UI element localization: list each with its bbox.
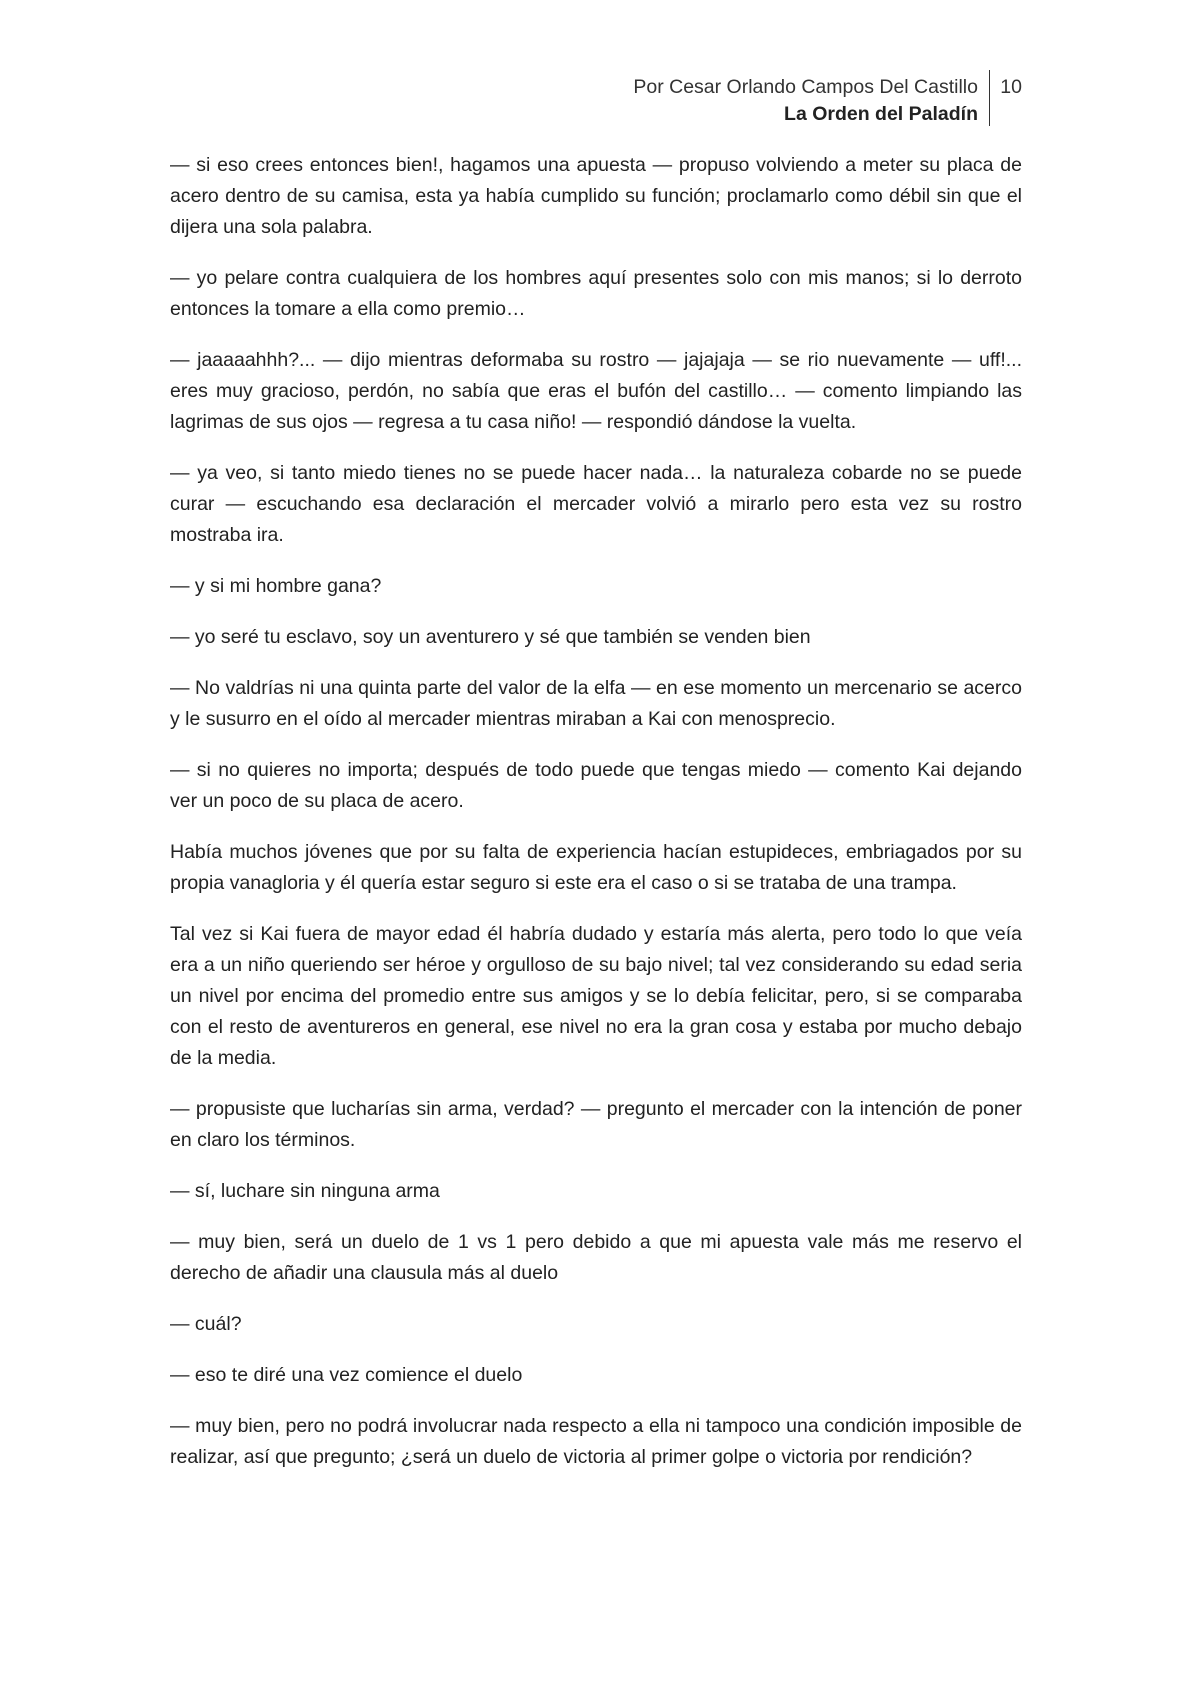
- page-number: 10: [1000, 76, 1022, 98]
- paragraph: — propusiste que lucharías sin arma, verdad? — pregunto el mercader con la intención de poner en claro los términos.: [170, 1098, 1022, 1151]
- header-divider: [989, 70, 990, 126]
- paragraph: — y si mi hombre gana?: [170, 575, 382, 597]
- paragraph: Tal vez si Kai fuera de mayor edad él habría dudado y estaría más alerta, pero todo lo que veía era a un niño queriendo ser héroe y orgulloso de su bajo nivel; tal vez considerando su edad seria un nivel por encima del promedio entre sus amigos y se lo debía felicitar, pero, si se comparaba con el resto de aventureros en general, ese nivel no era la gran cosa y estaba por mucho debajo de la media.: [170, 923, 1022, 1069]
- paragraph: — muy bien, será un duelo de 1 vs 1 pero debido a que mi apuesta vale más me reservo el derecho de añadir una clausula más al duelo: [170, 1231, 1022, 1284]
- header-text: [633, 74, 978, 128]
- paragraph: — yo seré tu esclavo, soy un aventurero y sé que también se venden bien: [170, 626, 811, 648]
- header-book-title: La Orden del Paladín: [784, 103, 978, 125]
- paragraph: — jaaaaahhh?... — dijo mientras deformaba su rostro — jajajaja — se rio nuevamente — uff!... eres muy gracioso, perdón, no sabía que eras el bufón del castillo… — comento limpiando las lagrimas de sus ojos — regresa a tu casa niño! — respondió dándose la vuelta.: [170, 349, 1022, 433]
- paragraph: — si no quieres no importa; después de todo puede que tengas miedo — comento Kai dejando ver un poco de su placa de acero.: [170, 759, 1022, 812]
- paragraph: — No valdrías ni una quinta parte del valor de la elfa — en ese momento un mercenario se acerco y le susurro en el oído al mercader mientras miraban a Kai con menosprecio.: [170, 677, 1022, 730]
- paragraph: Había muchos jóvenes que por su falta de experiencia hacían estupideces, embriagados por su propia vanagloria y él quería estar seguro si este era el caso o si se trataba de una trampa.: [170, 841, 1022, 894]
- paragraph: — sí, luchare sin ninguna arma: [170, 1180, 440, 1202]
- paragraph: — ya veo, si tanto miedo tienes no se puede hacer nada… la naturaleza cobarde no se puede curar — escuchando esa declaración el mercader volvió a mirarlo pero esta vez su rostro mostraba ira.: [170, 462, 1022, 546]
- page-header: [560, 70, 1022, 126]
- paragraph: — eso te diré una vez comience el duelo: [170, 1364, 523, 1386]
- paragraph: — yo pelare contra cualquiera de los hombres aquí presentes solo con mis manos; si lo derroto entonces la tomare a ella como premio…: [170, 267, 1022, 320]
- paragraph: — cuál?: [170, 1313, 242, 1335]
- page-body: [170, 150, 1022, 1493]
- header-author: Por Cesar Orlando Campos Del Castillo: [633, 76, 978, 98]
- paragraph: — muy bien, pero no podrá involucrar nada respecto a ella ni tampoco una condición imposible de realizar, así que pregunto; ¿será un duelo de victoria al primer golpe o victoria por rendición?: [170, 1415, 1022, 1468]
- paragraph: — si eso crees entonces bien!, hagamos una apuesta — propuso volviendo a meter su placa de acero dentro de su camisa, esta ya había cumplido su función; proclamarlo como débil sin que el dijera una sola palabra.: [170, 154, 1022, 238]
